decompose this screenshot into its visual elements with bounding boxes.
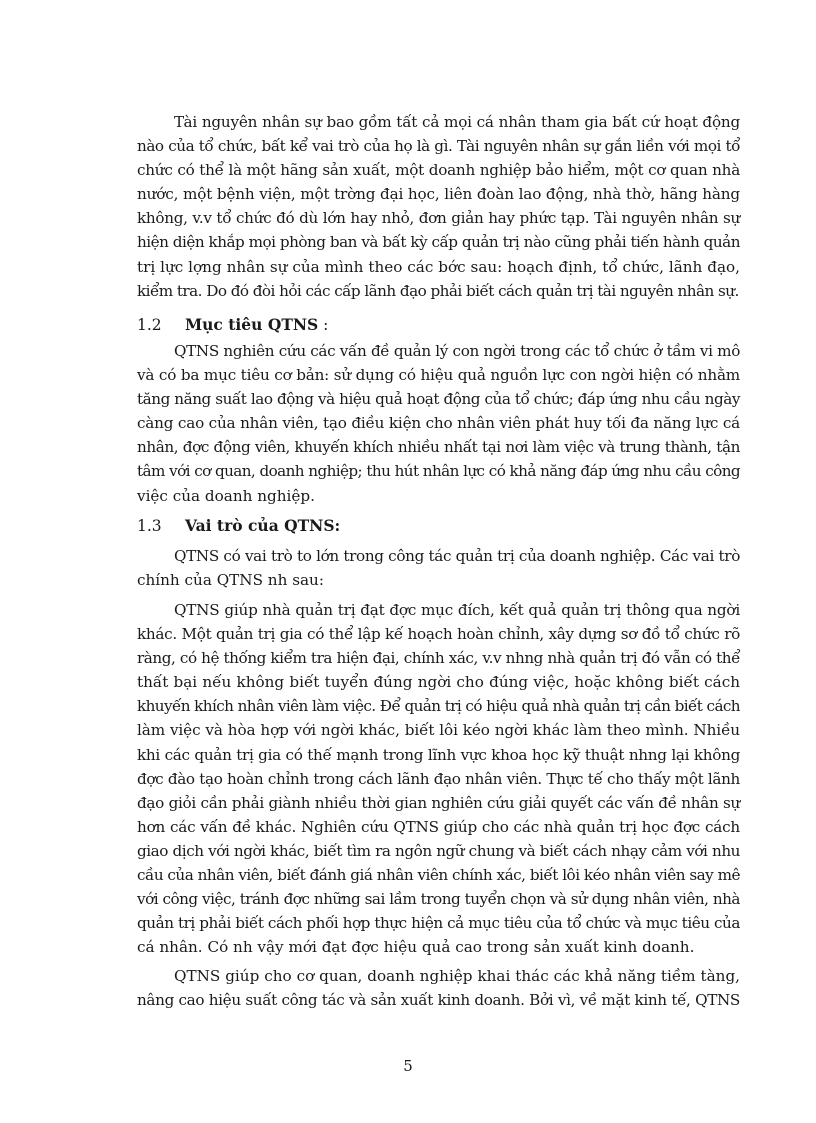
paragraph-role-organization xyxy=(137,964,740,1012)
text-line: làm việc và hòa hợp với ngời khác, biết lôi kéo ngời khác làm theo mình. Nhiều xyxy=(137,721,740,740)
text-line: việc của doanh nghiệp. xyxy=(137,486,315,505)
paragraph-role-intro xyxy=(137,544,740,592)
text-line: hiện diện khắp mọi phòng ban và bất kỳ cấp quản trị nào cũng phải tiến hành quản xyxy=(137,233,740,252)
section-title-suffix: : xyxy=(323,316,329,334)
text-line: giao dịch với ngời khác, biết tìm ra ngôn ngữ chung và biết cách nhạy cảm với nhu xyxy=(137,841,740,860)
section-number: 1.2 xyxy=(137,316,162,334)
section-heading-1-3 xyxy=(137,516,340,536)
text-line: không, v.v tổ chức đó dù lớn hay nhỏ, đơn giản hay phức tạp. Tài nguyên nhân sự xyxy=(137,209,740,228)
text-line: đạo giỏi cần phải giành nhiều thời gian nghiên cứu giải quyết các vấn đề nhân sự xyxy=(137,793,740,812)
text-line: quản trị phải biết cách phối hợp thực hiện cả mục tiêu của tổ chức và mục tiêu của xyxy=(137,914,740,933)
text-line: ràng, có hệ thống kiểm tra hiện đại, chính xác, v.v nhng nhà quản trị đó vẫn có thể xyxy=(137,649,740,668)
text-line: khuyến khích nhân viên làm việc. Để quản trị có hiệu quả nhà quản trị cần biết cách xyxy=(137,697,740,716)
section-heading-1-2 xyxy=(137,315,328,335)
text-line: và có ba mục tiêu cơ bản: sử dụng có hiệu quả nguồn lực con ngời hiện có nhằm xyxy=(137,366,740,385)
text-line: cầu của nhân viên, biết đánh giá nhân viên chính xác, biết lôi kéo nhân viên say mê xyxy=(137,866,740,885)
text-line: tăng năng suất lao động và hiệu quả hoạt động của tổ chức; đáp ứng nhu cầu ngày xyxy=(137,390,740,409)
text-line: QTNS giúp cho cơ quan, doanh nghiệp khai thác các khả năng tiềm tàng, xyxy=(174,967,740,985)
text-line: đợc đào tạo hoàn chỉnh trong cách lãnh đạo nhân viên. Thực tế cho thấy một lãnh xyxy=(137,769,740,788)
text-line: chính của QTNS nh sau: xyxy=(137,571,324,590)
text-line: QTNS có vai trò to lớn trong công tác quản trị của doanh nghiệp. Các vai trò xyxy=(174,547,740,565)
text-line: tâm với cơ quan, doanh nghiệp; thu hút nhân lực có khả năng đáp ứng nhu cầu công xyxy=(137,462,740,481)
text-line: trị lực lợng nhân sự của mình theo các bớc sau: hoạch định, tổ chức, lãnh đạo, xyxy=(137,257,740,276)
text-line: thất bại nếu không biết tuyển đúng ngời cho đúng việc, hoặc không biết cách xyxy=(137,673,740,692)
text-line: khác. Một quản trị gia có thể lập kế hoạch hoàn chỉnh, xây dựng sơ đồ tổ chức rõ xyxy=(137,625,740,644)
paragraph-role-managers xyxy=(137,598,740,959)
paragraph-objectives xyxy=(137,339,740,508)
text-line: kiểm tra. Do đó đòi hỏi các cấp lãnh đạo phải biết cách quản trị tài nguyên nhân sự. xyxy=(137,281,739,300)
text-line: Tài nguyên nhân sự bao gồm tất cả mọi cá nhân tham gia bất cứ hoạt động xyxy=(174,113,740,131)
text-line: nhân, đợc động viên, khuyến khích nhiều nhất tại nơi làm việc và trung thành, tận xyxy=(137,438,740,457)
text-line: khi các quản trị gia có thế mạnh trong lĩnh vực khoa học kỹ thuật nhng lại không xyxy=(137,745,740,764)
text-line: nước, một bệnh viện, một trờng đại học, liên đoàn lao động, nhà thờ, hãng hàng xyxy=(137,185,740,204)
text-line: hơn các vấn đề khác. Nghiên cứu QTNS giúp cho các nhà quản trị học đợc cách xyxy=(137,817,740,836)
text-line: với công việc, tránh đợc những sai lầm trong tuyển chọn và sử dụng nhân viên, nhà xyxy=(137,890,740,909)
text-line: QTNS giúp nhà quản trị đạt đợc mục đích, kết quả quản trị thông qua ngời xyxy=(174,601,740,619)
text-line: cá nhân. Có nh vậy mới đạt đợc hiệu quả cao trong sản xuất kinh doanh. xyxy=(137,938,695,957)
text-line: chức có thể là một hãng sản xuất, một doanh nghiệp bảo hiểm, một cơ quan nhà xyxy=(137,161,740,180)
section-title: Mục tiêu QTNS xyxy=(185,315,319,334)
text-line: nào của tổ chức, bất kể vai trò của họ là gì. Tài nguyên nhân sự gắn liền với mọi tổ xyxy=(137,137,740,156)
page-number: 5 xyxy=(403,1057,413,1075)
paragraph-hr-resources xyxy=(137,110,740,303)
text-line: càng cao của nhân viên, tạo điều kiện cho nhân viên phát huy tối đa năng lực cá xyxy=(137,414,740,433)
text-line: nâng cao hiệu suất công tác và sản xuất kinh doanh. Bởi vì, về mặt kinh tế, QTNS xyxy=(137,991,740,1010)
section-title: Vai trò của QTNS: xyxy=(185,516,341,535)
text-line: QTNS nghiên cứu các vấn đề quản lý con ngời trong các tổ chức ở tầm vi mô xyxy=(174,342,740,360)
section-number: 1.3 xyxy=(137,517,162,535)
